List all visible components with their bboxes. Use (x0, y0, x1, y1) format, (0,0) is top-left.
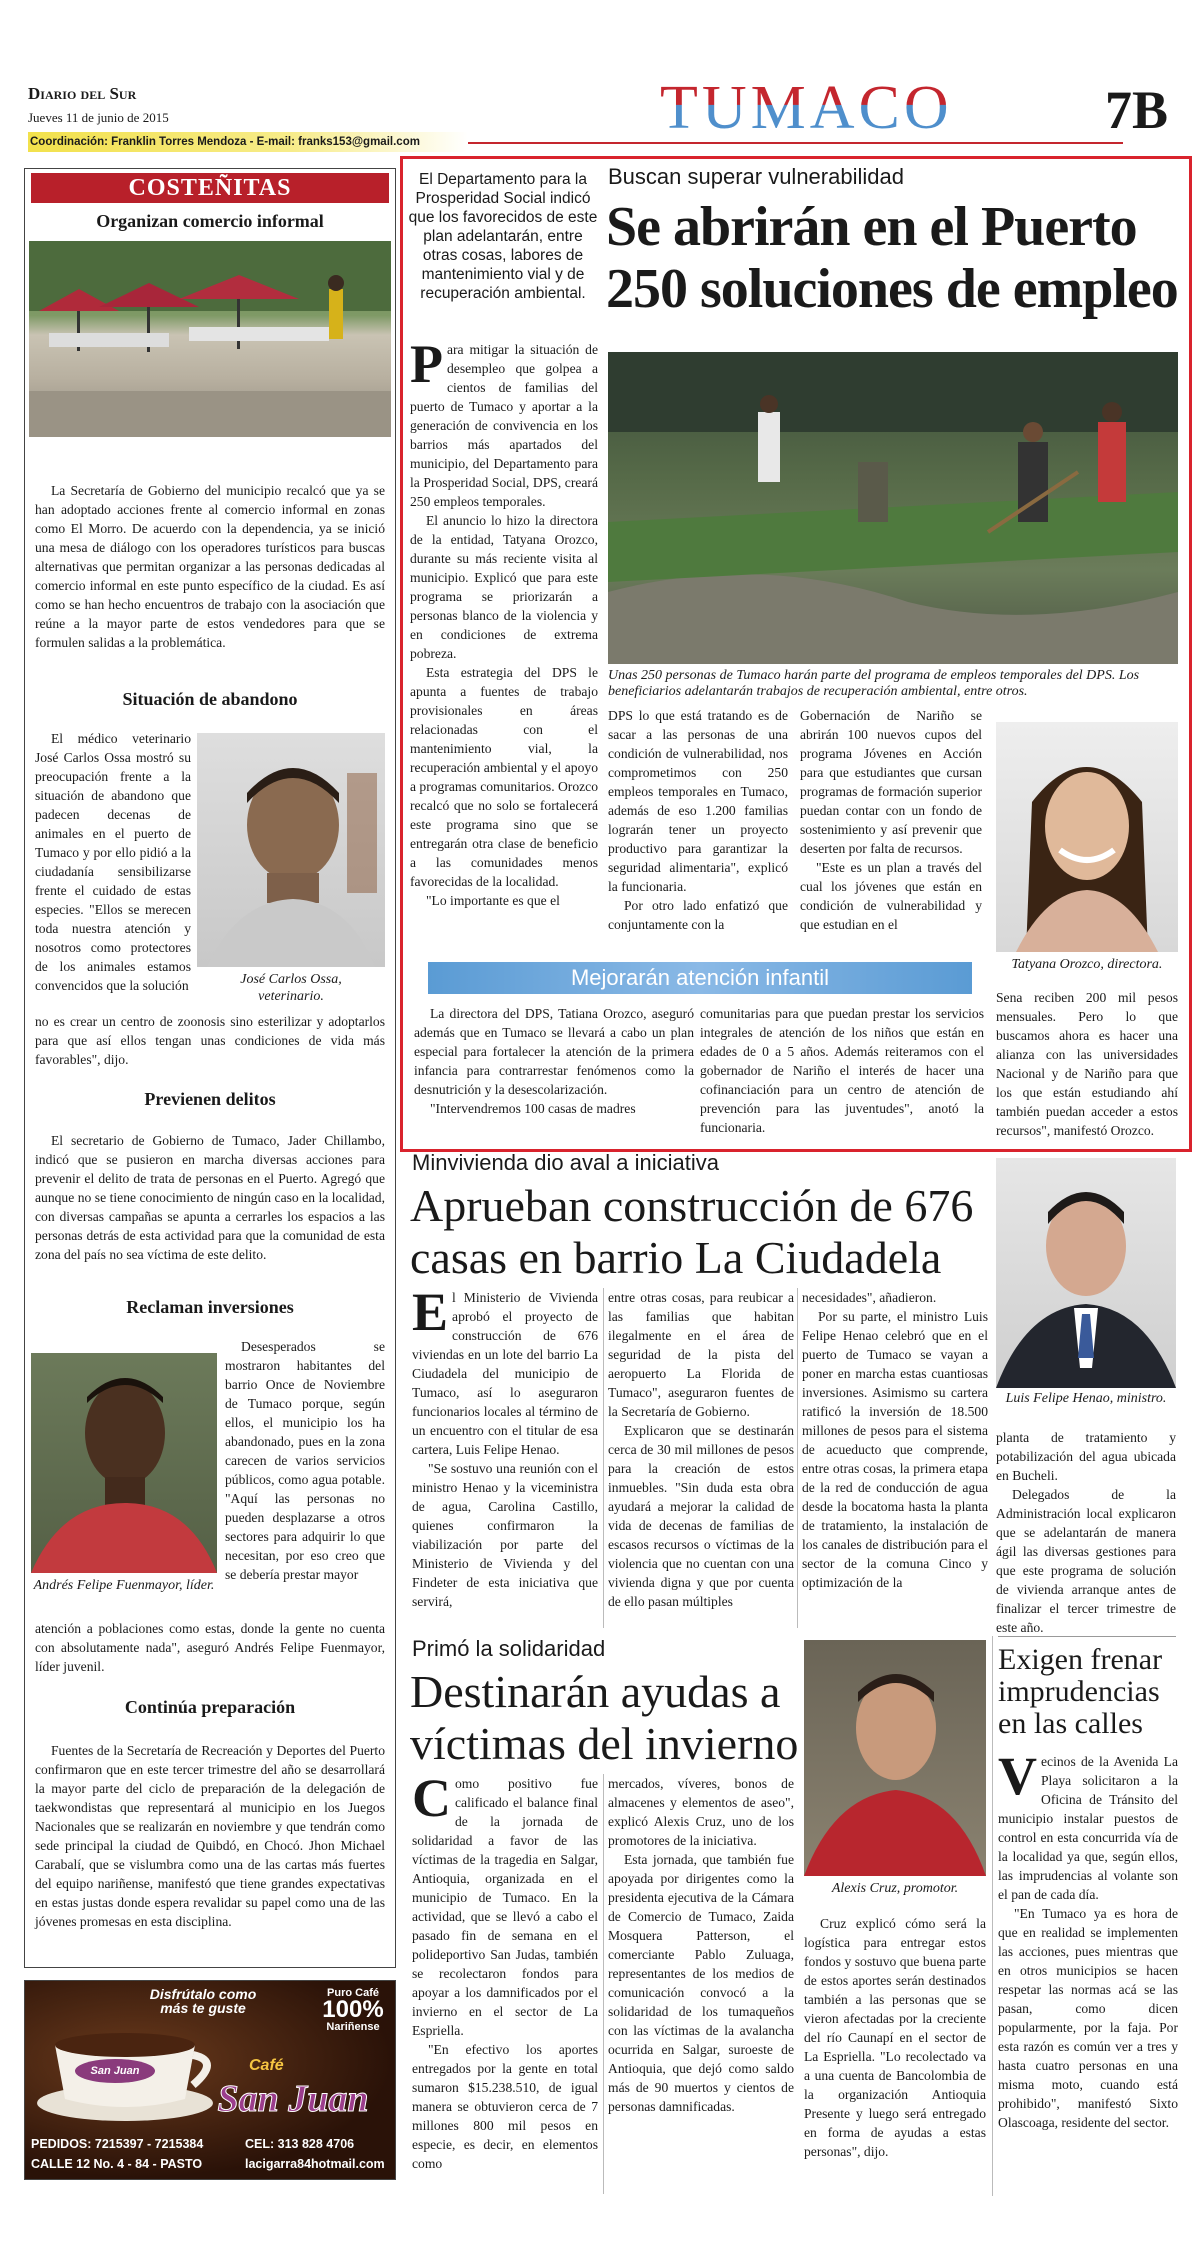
story-body-abandono-narrow (35, 729, 191, 995)
coordination-bar (28, 132, 468, 152)
story-title-delitos: Previenen delitos (144, 1089, 276, 1109)
main-kicker: Buscan superar vulnerabilidad (608, 164, 904, 189)
cruz-caption: Alexis Cruz, promotor. (831, 1881, 959, 1896)
drop-cap: C (412, 1768, 451, 1828)
paragraph: comunitarias para que puedan prestar los servicios integrales de atención de los niños que están en edades de 0 a 5 años. Además reiteramos con el gobernador de Nariño el interés de hacer una cofinanciación para un centro de atención de prevención para las juventudes", anotó la funcionaria. (700, 1006, 984, 1135)
paragraph: "Se sostuvo una reunión con el ministro Henao y la viceministra de agua, Carolina Castillo, quienes confirmaron la viabilización por parte del Ministerio de Vivienda y del Findeter de esta iniciativa que servirá, (412, 1461, 598, 1609)
infancia-band (428, 962, 972, 994)
ossa-caption: José Carlos Ossa, veterinario. (240, 972, 342, 1004)
paragraph: La Secretaría de Gobierno del municipio recalcó que ya se han adoptado acciones frente al comercio informal en zonas como El Morro. De acuerdo con la dependencia, ya se inició una mesa de diálogo con los operadores turísticos para buscas alternativas que permitan organizar a las personas dedicadas al comercio informal en este punto específico de la ciudad. Es así como se han hecho encuentros de trabajo con la asociación que reúne a la mayor parte de estos vendedores para que se formulen salidas a la problemática. (35, 483, 385, 650)
story-title-abandono: Situación de abandono (122, 689, 298, 709)
drop-cap: V (998, 1746, 1037, 1806)
market-photo (29, 241, 391, 437)
coordination-text: Coordinación: Franklin Torres Mendoza - E-mail: franks153@gmail.com (30, 136, 420, 148)
cup-label: San Juan (90, 2065, 140, 2077)
ad-badge-top: Puro Café (327, 1987, 379, 1999)
minvivienda-kicker: Minvivienda dio aval a iniciativa (412, 1150, 719, 1175)
infancia-band-text: Mejorarán atención infantil (570, 965, 830, 990)
solidaridad-col3 (804, 1914, 986, 2161)
paragraph: El secretario de Gobierno de Tumaco, Jader Chillambo, indicó que se pusieron en marcha diversas acciones para prevenir el delito de trata de personas en el Puerto. Agregó que aunque no se tiene conocimiento de ningún caso en la localidad, con diversas campañas se apunta a cerrarles los espacios a las personas detrás de esta actividad para que la comunidad de esta zona del país no sea víctima de este delito. (35, 1133, 385, 1262)
story-title-comercio: Organizan comercio informal (96, 211, 324, 231)
section-title-text: TUMACO (660, 74, 953, 142)
coffee-ad[interactable] (24, 1980, 396, 2180)
paragraph: Cruz explicó cómo será la logística para entregar estos fondos y sostuvo que buena parte de estos aportes serán destinados también a las personas que se vieron afectadas por la creciente del río Caunapí en el sector de La Espriella. "Lo recolectado va a una cuenta de Bancolombia de la organización Antioquia Presente y luego será entregado en forma de ayudas a estas personas", dijo. (804, 1916, 986, 2159)
ad-brand-small: Café (249, 2057, 284, 2074)
story-body-inversiones-wide (35, 1619, 385, 1676)
paragraph: Sena reciben 200 mil pesos mensuales. Pero lo que buscamos ahora es hacer una alianza con las universidades Nacional y de Nariño para que los que están estudiando ahí también puedan acceder a estos recursos", manifestó Orozco. (996, 990, 1178, 1138)
paragraph: La directora del DPS, Tatiana Orozco, aseguró además que en Tumaco se llevará a cabo un plan especial para fortalecer la atención de la primera infancia para contrarrestar fenómenos como la desnutrición y la desescolarización. (414, 1006, 694, 1097)
paragraph (998, 1746, 1178, 1904)
costenitas-banner (31, 173, 389, 203)
paragraph-text: ecinos de la Avenida La Playa solicitaron a la Oficina de Tránsito del municipio instalar puestos de control en esta concurrida vía de la localidad ya que, según ellos, las imprudencias al volante son el pan de cada día. (998, 1754, 1178, 1902)
orozco-caption: Tatyana Orozco, directora. (1011, 957, 1163, 972)
paragraph: Esta estrategia del DPS le apunta a fuentes de trabajo provisionales en áreas relacionadas con el mantenimiento vial, la recuperación ambiental y el apoyo a programas comunitarios. Orozco recalcó que no solo se fortalecerá este programa sino que se entregarán otra clase de beneficio a las comunidades menos favorecidas de la localidad. (410, 665, 598, 889)
henao-caption: Luis Felipe Henao, ministro. (1005, 1391, 1167, 1406)
issue-date: Jueves 11 de junio de 2015 (28, 110, 169, 125)
minvivienda-col4 (996, 1428, 1176, 1637)
paragraph: necesidades", añadieron. (802, 1290, 937, 1305)
infancia-col2 (700, 1004, 984, 1137)
story-title-preparacion: Continúa preparación (124, 1697, 296, 1717)
story-title-inversiones: Reclaman inversiones (126, 1297, 294, 1317)
market-photo-art (29, 241, 391, 437)
paragraph: Explicaron que se destinarán cerca de 30 mil millones de pesos para la creación de estos inmuebles. "Sin duda esta obra ayudará a mejorar la calidad de vida de decenas de familias de escasos recursos o víctimas de la violencia que no cuentan con una vivienda digna y que por cuenta de ello pasan múltiples (608, 1423, 794, 1609)
paragraph: atención a poblaciones como estas, donde la gente no cuenta con absolutamente nada", aseguró Andrés Felipe Fuenmayor, líder juvenil. (35, 1621, 385, 1674)
drop-cap: P (410, 334, 443, 394)
workers-photo-art (608, 352, 1178, 664)
ossa-portrait-art (197, 733, 385, 967)
solidaridad-kicker: Primó la solidaridad (412, 1636, 606, 1661)
paragraph-text: ara mitigar la situación de desempleo que golpea a cientos de familias del puerto de Tumaco y aportar a la generación de convivencia en los barrios más apartados del municipio, del Departamento para la Prosperidad Social, DPS, creará 250 empleos temporales. (410, 342, 598, 509)
workers-photo (608, 352, 1178, 664)
paragraph: El médico veterinario José Carlos Ossa mostró su preocupación frente a la situación de abandono que padecen decenas de animales en el puerto de Tumaco y por ello pidió a la ciudadanía sensibilizarse frente el cuidado de estas especies. "Ellos se merecen toda nuestra atención y nosotros como protectores de los animales estamos convencidos que la solución (35, 731, 191, 993)
cruz-portrait (804, 1640, 986, 1876)
solidaridad-headline: Destinarán ayudas a víctimas del invierno (410, 1666, 799, 1769)
paragraph: "Intervendremos 100 casas de madres (430, 1101, 636, 1116)
page-number: 7B (1104, 80, 1168, 140)
paragraph (412, 1768, 598, 2040)
story-body-preparacion (35, 1741, 385, 1931)
column-divider (603, 1774, 604, 2194)
paragraph (410, 334, 598, 511)
minvivienda-headline: Aprueban construcción de 676 casas en barrio La Ciudadela (410, 1180, 974, 1283)
ad-address: CALLE 12 No. 4 - 84 - PASTO (31, 2157, 203, 2171)
henao-portrait-art (996, 1158, 1176, 1388)
paragraph-text: l Ministerio de Vivienda aprobó el proyecto de construcción de 676 viviendas en un lote del barrio La Ciudadela del municipio de Tumaco, así lo aseguraron funcionarios locales al término de un encuentro con el titular de esa cartera, Luis Felipe Henao. (412, 1290, 598, 1457)
paragraph: Por otro lado enfatizó que conjuntamente con la (608, 898, 788, 932)
calles-rule (998, 1636, 1176, 1637)
paragraph: planta de tratamiento y potabilización del agua ubicada en Bucheli. (996, 1430, 1176, 1483)
ad-brand: San Juan (217, 2078, 369, 2120)
orozco-portrait (996, 722, 1178, 952)
ad-orders: PEDIDOS: 7215397 - 7215384 (31, 2137, 204, 2151)
main-col4 (996, 988, 1178, 1140)
cruz-portrait-art (804, 1640, 986, 1876)
paragraph: Gobernación de Nariño se abrirán 100 nuevos cupos del programa Jóvenes en Acción para que estudiantes que cursan programas de formación superior puedan contar con un fondo de sostenimiento y así prevenir que deserten por falta de recursos. (800, 708, 982, 856)
infancia-col1 (414, 1004, 694, 1118)
minvivienda-col2 (608, 1288, 794, 1611)
solidaridad-col2 (608, 1774, 794, 2116)
main-col3 (800, 706, 982, 934)
column-divider (992, 1636, 993, 2196)
minvivienda-col3 (802, 1288, 988, 1592)
column-divider (603, 1288, 604, 1628)
paragraph: mercados, víveres, bonos de almacenes y elementos de aseo", explicó Alexis Cruz, uno de los promotores de la iniciativa. (608, 1776, 794, 1848)
paragraph: Por su parte, el ministro Luis Felipe Henao celebró que en el puerto de Tumaco se vayan a poner en marcha estas cuantiosas inversiones. Asimismo su cartera ratificó la inversión de 18.500 millones de pesos para el sistema de acueducto que comprende, entre otras cosas, la primera etapa de la red de conducción de agua desde la bocatoma hasta la planta de tratamiento, la instalación de los canales de distribución para el sector de la comuna Cinco y optimización de la (802, 1309, 988, 1590)
story-body-inversiones-narrow (225, 1337, 385, 1584)
fuenmayor-caption: Andrés Felipe Fuenmayor, líder. (33, 1578, 215, 1593)
workers-photo-caption: Unas 250 personas de Tumaco harán parte del programa de empleos temporales del DPS. Los beneficiarios adelantarán trabajos de recuperación ambiental, entre otros. (608, 668, 1140, 699)
ossa-portrait (197, 733, 385, 967)
main-headline: Se abrirán en el Puerto 250 soluciones de empleo (606, 196, 1178, 320)
paragraph: Delegados de la Administración local explicaron que se adelantarán de manera ágil las diversas gestiones para que este programa de solución de vivienda arranque antes de finalizar el tercer trimestre de este año. (996, 1487, 1176, 1635)
story-body-comercio (35, 481, 385, 652)
fuenmayor-portrait-art (31, 1353, 217, 1573)
ad-badge-bottom: Nariñense (326, 2021, 380, 2033)
paragraph: Fuentes de la Secretaría de Recreación y Deportes del Puerto confirmaron que en este tercer trimestre del año se desarrollará la mayor parte del ciclo de preparación de la delegación de taekwondistas que representará al municipio en los Juegos Nacionales que se realizarán en noviembre y que tendrán como sede principal la ciudad de Quibdó, en Chocó. Jhon Michael Carabalí, que se vislumbra como una de las cartas más fuertes del equipo nariñense, manifestó que tiene grandes expectativas en estas justas donde espera revalidar su papel como una de las jóvenes promesas en esta disciplina. (35, 1743, 385, 1929)
solidaridad-col1 (412, 1768, 598, 2173)
costenitas-column (24, 168, 396, 1968)
henao-portrait (996, 1158, 1176, 1388)
paragraph: Esta jornada, que también fue apoyada por dirigentes como la presidenta ejecutiva de la Cámara de Comercio de Tumaco, Zaida Mosquera Patterson, el comerciante Pablo Zuluaga, representantes de los medios de comunicación convocó a la solidaridad de los tumaqueños con las víctimas de la avalancha ocurrida en Salgar, suroeste de Antioquia, que dejó como saldo más de 90 muertos y cientos de personas damnificadas. (608, 1852, 794, 2114)
masthead (28, 74, 1178, 156)
paragraph: El anuncio lo hizo la directora de la entidad, Tatyana Orozco, durante su más reciente visita al municipio. Explicó que para este programa se priorizarán a personas blanco de la violencia y en condiciones de extrema pobreza. (410, 513, 598, 661)
paragraph: Desesperados se mostraron habitantes del barrio Once de Noviembre de Tumaco porque, según ellos, el municipio los ha abandonado, pues en la zona carecen de varios servicios públicos, como agua potable. "Aquí las personas no pueden desplazarse a otros sectores para adquirir lo que necesitan, por eso creo que se debería prestar mayor (225, 1339, 385, 1582)
fuenmayor-portrait (31, 1353, 217, 1573)
paragraph: no es crear un centro de zoonosis sino esterilizar y adoptarlos para que así ellos tengan unas condiciones de vida más favorables", dijo. (35, 1014, 385, 1067)
ad-badge-pct: 100% (322, 1996, 384, 2023)
minvivienda-col1 (412, 1282, 598, 1611)
section-rule (468, 142, 1123, 144)
main-col2 (608, 706, 788, 934)
drop-cap: E (412, 1282, 449, 1342)
paragraph: "Este es un plan a través del cual los jóvenes que están en condición de vulnerabilidad y que estudian en el (800, 860, 982, 932)
section-title (660, 76, 953, 140)
story-body-abandono-wide (35, 1012, 385, 1069)
column-divider (797, 1288, 798, 1628)
paragraph (412, 1282, 598, 1459)
paragraph: "En Tumaco ya es hora de que en realidad se implementen las acciones, pues mientras que en otros municipios se hacen respetar las normas acá se las pasan, como dicen popularmente, por la faja. Por esta razón es común ver a tres y hasta cuatro personas en una misma moto, cuando está prohibido", manifestó Sixto Olascoaga, residente del sector. (998, 1906, 1178, 2130)
ad-cel: CEL: 313 828 4706 (245, 2137, 355, 2151)
ad-slogan: Disfrútalo como más te guste (149, 1986, 257, 2016)
paper-name: Diario del Sur (28, 84, 137, 103)
orozco-portrait-art (996, 722, 1178, 952)
calles-body (998, 1746, 1178, 2132)
paragraph: "Lo importante es que el (426, 893, 560, 908)
costenitas-banner-text: COSTEÑITAS (128, 175, 292, 201)
main-col1 (410, 334, 598, 910)
main-story-deck: El Departamento para la Prosperidad Social indicó que los favorecidos de este plan adelantarán, entre otras cosas, labores de mantenimiento vial y de recuperación ambiental. (408, 171, 598, 302)
paragraph: entre otras cosas, para reubicar a las familias que habitan ilegalmente en el área de seguridad de la pista del aeropuerto La Florida de Tumaco", aseguraron fuentes de la Secretaría de Gobierno. (608, 1290, 794, 1419)
story-body-delitos (35, 1131, 385, 1264)
paragraph: "En efectivo los aportes entregados por la gente en total sumaron $15.238.510, de igual manera se obtuvieron cerca de 7 millones 800 mil pesos en especie, es decir, en elementos como (412, 2042, 598, 2171)
calles-headline: Exigen frenar imprudencias en las calles (998, 1643, 1163, 1740)
ad-email: lacigarra84hotmail.com (245, 2157, 385, 2171)
paragraph-text: omo positivo fue calificado el balance final de la jornada de solidaridad a favor de las víctimas de la tragedia en Salgar, Antioquia, organizada en el municipio de Tumaco. En la actividad, que se llevó a cabo el pasado fin de semana en el polideportivo San Judas, también se recolectaron fondos para apoyar a los damnificados por el invierno en el sector de La Espriella. (412, 1776, 598, 2038)
paragraph: DPS lo que está tratando es de sacar a las personas de una condición de vulnerabilidad, nos comprometimos con 250 empleos temporales en Tumaco, además de eso 1.200 familias lograrán tener un proyecto productivo para garantizar la seguridad alimentaria", explicó la funcionaria. (608, 708, 788, 894)
